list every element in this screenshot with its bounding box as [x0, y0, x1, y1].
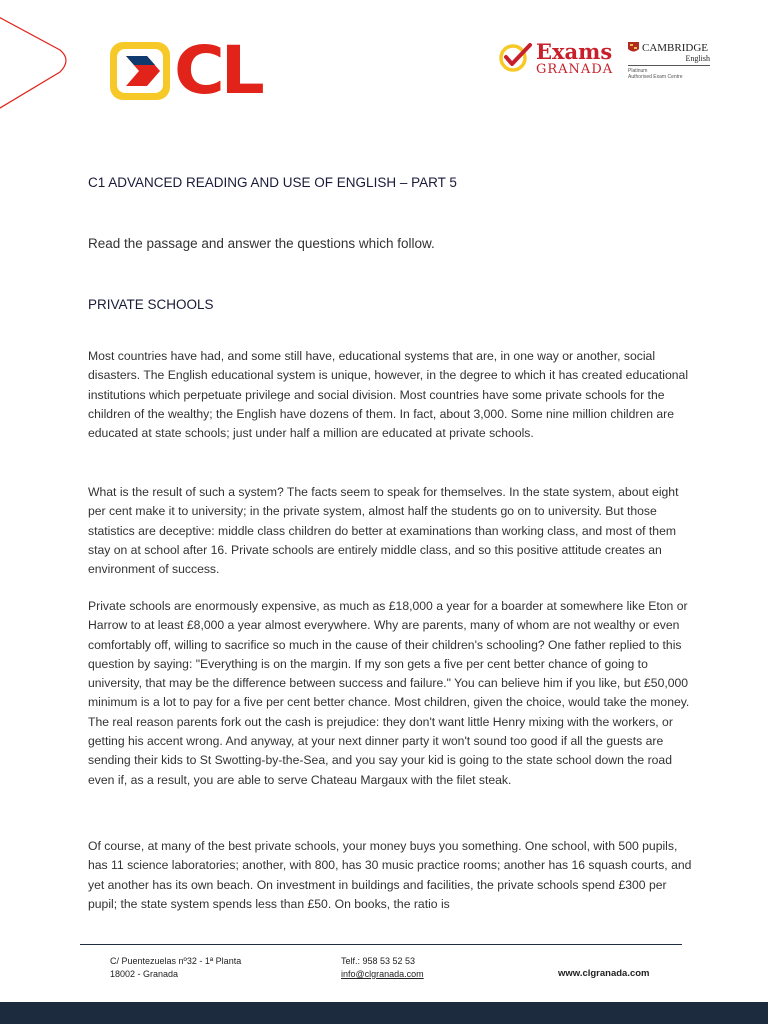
checkmark-icon	[498, 42, 532, 72]
cambridge-word: CAMBRIDGE	[642, 42, 709, 54]
section-title: PRIVATE SCHOOLS	[88, 297, 214, 312]
cambridge-center: Authorised Exam Centre	[628, 74, 683, 80]
exams-word: Exams	[536, 39, 613, 64]
cambridge-divider	[628, 65, 710, 66]
footer-website-link[interactable]: www.clgranada.com	[558, 968, 650, 979]
cambridge-logo	[628, 42, 710, 80]
decorative-corner-arc	[0, 0, 70, 150]
paragraph-3: Private schools are enormously expensive, as much as £18,000 a year for a boarder at somewhere like Eton or Harrow to at least £8,000 a year almost everywhere. Why are parents, many of whom are not wealthy or even comfortably off, willing to sacrifice so much in the cause of their children's schooling? One father replied to this question by saying: "Everything is on the margin. If my son gets a five per cent better chance of going to university, that may be the difference between success and failure." You can believe him if you like, but £50,000 minimum is a lot to pay for a five per cent better chance. Most children, given the choice, would take the money. The real reason parents fork out the cash is prejudice: they don't want little Henry mixing with the workers, or getting his accent wrong. And anyway, at your next dinner party it won't sound too good if all the guests are sending their kids to St Swotting-by-the-Sea, and you say your kid is going to the state school down the road even if, as a result, you are able to serve Chateau Margaux with the filet steak.	[88, 599, 690, 787]
footer-divider	[80, 944, 682, 945]
exams-city: GRANADA	[536, 62, 614, 77]
exams-granada-logo	[498, 39, 614, 77]
bottom-bar	[0, 1002, 768, 1024]
cambridge-english: English	[685, 54, 710, 63]
cl-logo	[110, 32, 261, 109]
footer-address-line2: 18002 - Granada	[110, 969, 179, 979]
document-title: C1 ADVANCED READING AND USE OF ENGLISH – PART 5	[88, 175, 457, 190]
footer-phone: Telf.: 958 53 52 53	[341, 956, 416, 966]
footer-address-line1: C/ Puentezuelas nº32 - 1ª Planta	[110, 956, 242, 966]
cambridge-level: Platinum	[628, 68, 648, 74]
instruction-text: Read the passage and answer the questions which follow.	[88, 236, 435, 251]
cl-arrow-icon	[110, 42, 170, 100]
paragraph-4: Of course, at many of the best private schools, your money buys you something. One school, with 500 pupils, has 11 science laboratories; another, with 800, has 30 music practice rooms; another has 16 squash courts, and yet another has its own beach. On investment in buildings and facilities, the private schools spend £300 per pupil; the state system spends less than £50. On books, the ratio is	[88, 839, 692, 911]
paragraph-2: What is the result of such a system? The facts seem to speak for themselves. In the state system, about eight per cent make it to university; in the private system, almost half the students go on to university. But those statistics are deceptive: middle class children do better at examinations than working class, and most of them stay on at school after 16. Private schools are entirely middle class, and so this positive attitude creates an environment of success.	[88, 485, 679, 577]
footer-email-link[interactable]: info@clgranada.com	[341, 969, 424, 979]
paragraph-1: Most countries have had, and some still have, educational systems that are, in one way or another, social disasters. The English educational system is unique, however, in the degree to which it has created educational institutions which perpetuate privilege and social division. Most countries have some private schools for the children of the wealthy; the English have dozens of them. In fact, about 3,000. Some nine million children are educated at state schools; just under half a million are educated at private schools.	[88, 349, 689, 441]
cambridge-shield-icon	[628, 42, 639, 54]
cl-wordmark: CL	[174, 32, 261, 109]
